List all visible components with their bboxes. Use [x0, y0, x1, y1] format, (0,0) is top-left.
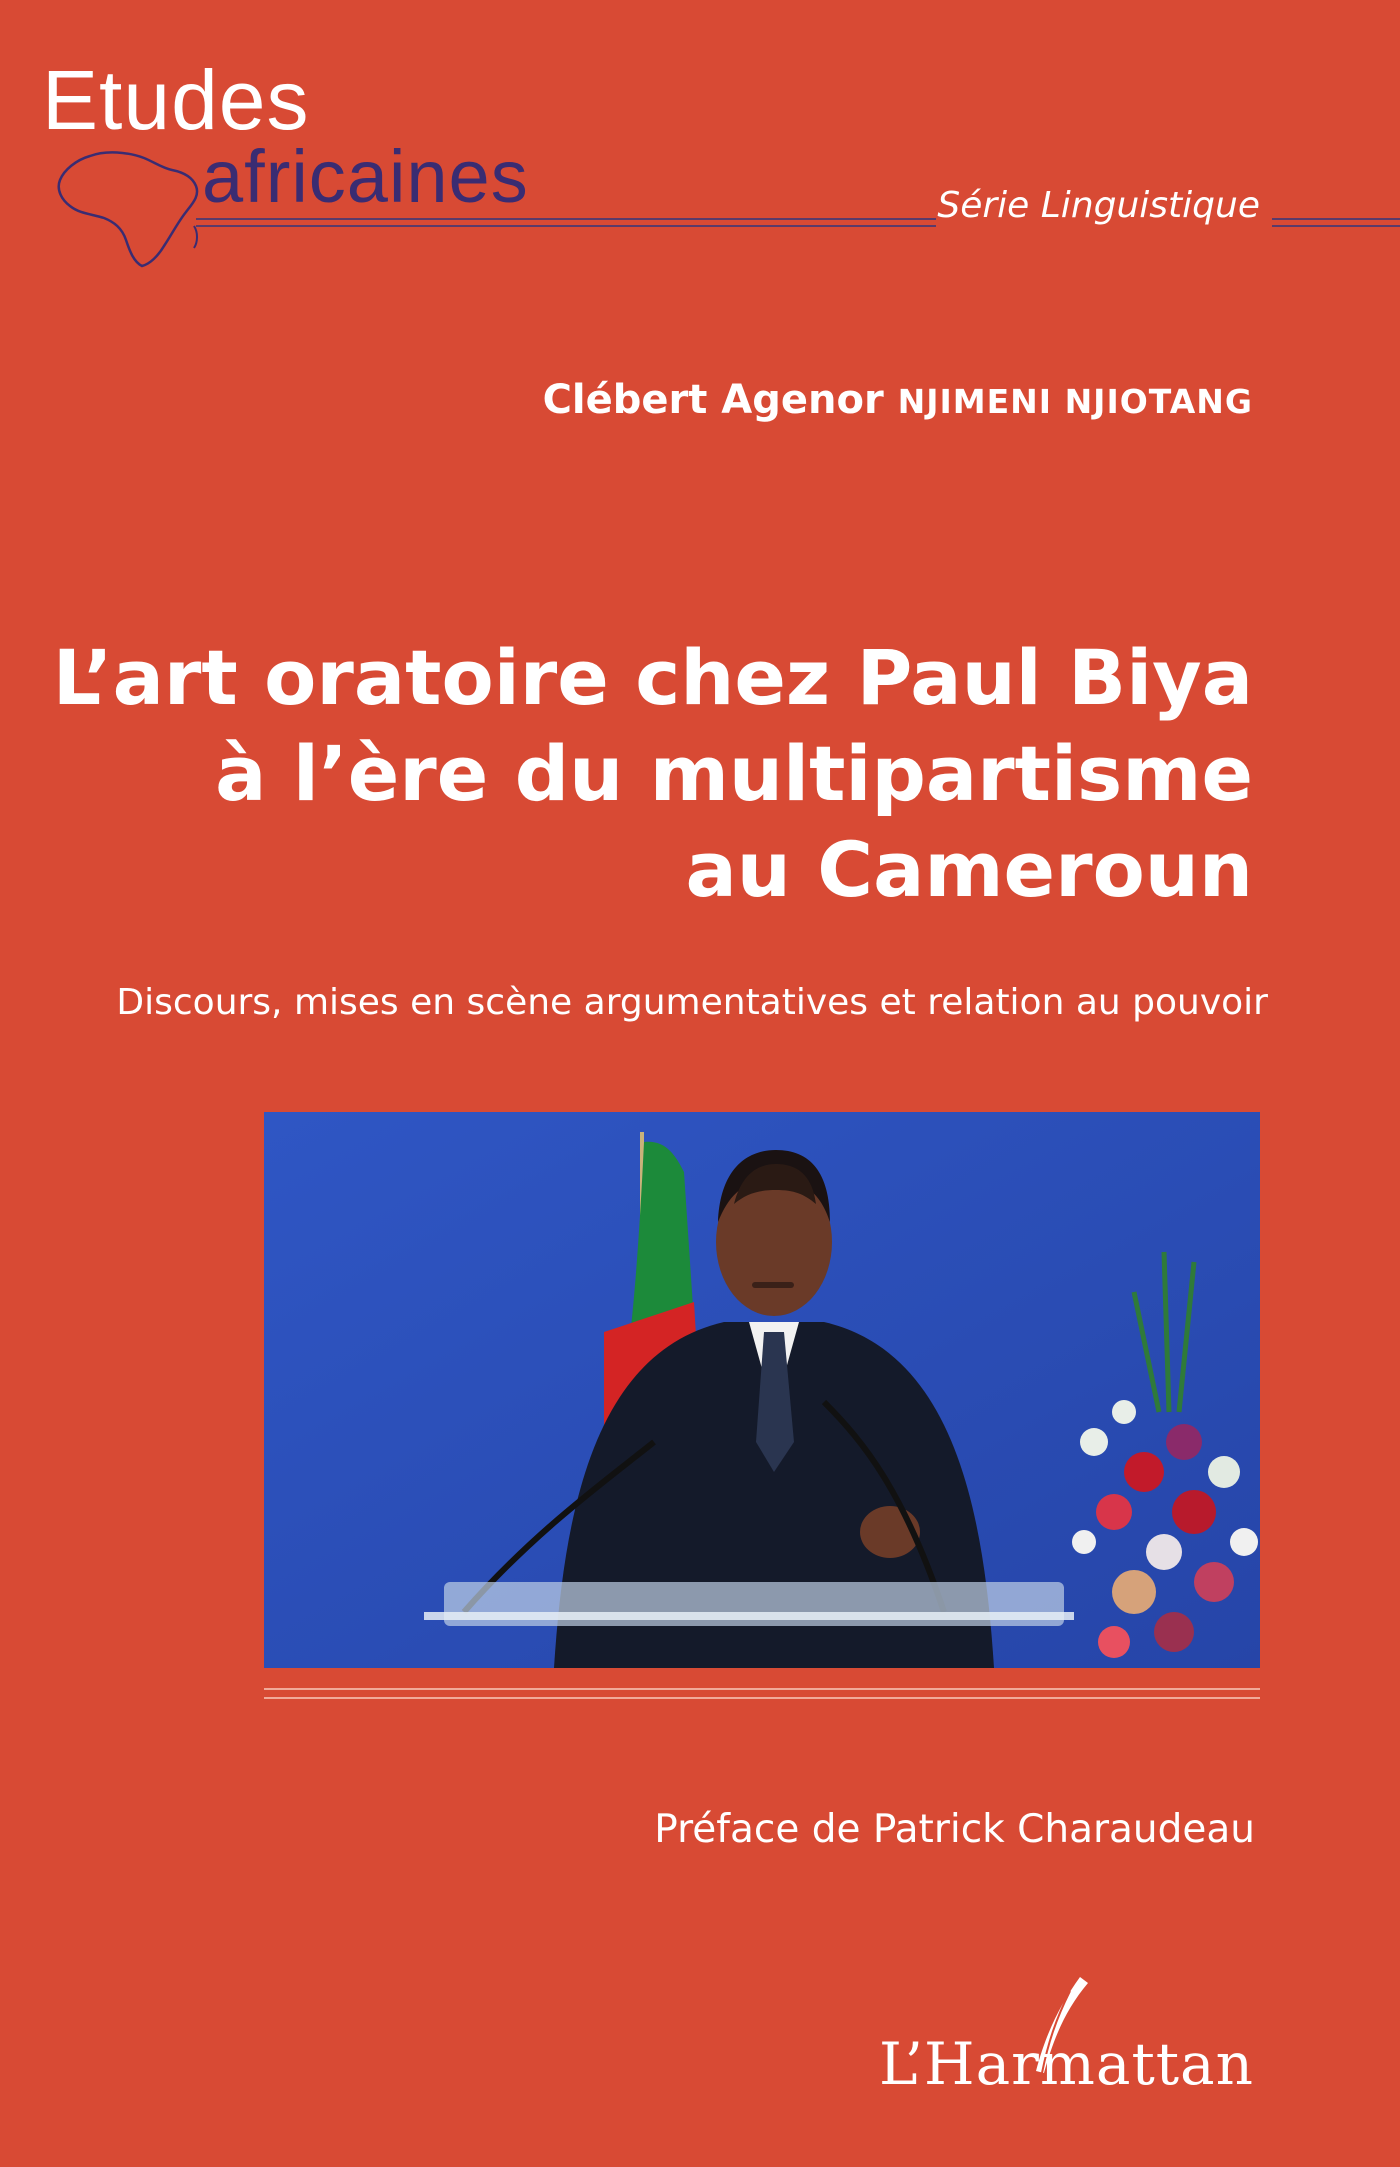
- author-surname: NJIMENI NJIOTANG: [897, 382, 1253, 421]
- book-title: [3, 630, 1253, 918]
- series-rule-right-bottom: [1272, 225, 1400, 227]
- subseries-label: Série Linguistique: [937, 185, 1260, 226]
- preface-credit: Préface de Patrick Charaudeau: [654, 1807, 1255, 1852]
- series-rule-right-top: [1272, 218, 1400, 220]
- photo-rule-top: [264, 1688, 1260, 1690]
- africa-map-icon: [46, 148, 210, 270]
- title-line-2: à l’ère du multipartisme: [215, 729, 1253, 818]
- author-first-names: Clébert Agenor: [542, 377, 898, 423]
- series-rule-top: [196, 218, 936, 220]
- book-subtitle: Discours, mises en scène argumentatives et relation au pouvoir: [116, 982, 1268, 1023]
- cover-photo: [264, 1112, 1260, 1668]
- series-rule-bottom: [196, 225, 936, 227]
- series-name-line1: Etudes: [42, 53, 310, 147]
- cover-photo-illustration: [264, 1112, 1260, 1668]
- title-line-3: au Cameroun: [685, 825, 1253, 914]
- author-name: [542, 377, 1253, 423]
- title-line-1: L’art oratoire chez Paul Biya: [52, 633, 1253, 722]
- series-name-line2: africaines: [202, 135, 529, 218]
- publisher-logo: L’Harmattan: [878, 2030, 1254, 2098]
- photo-rule-bottom: [264, 1697, 1260, 1699]
